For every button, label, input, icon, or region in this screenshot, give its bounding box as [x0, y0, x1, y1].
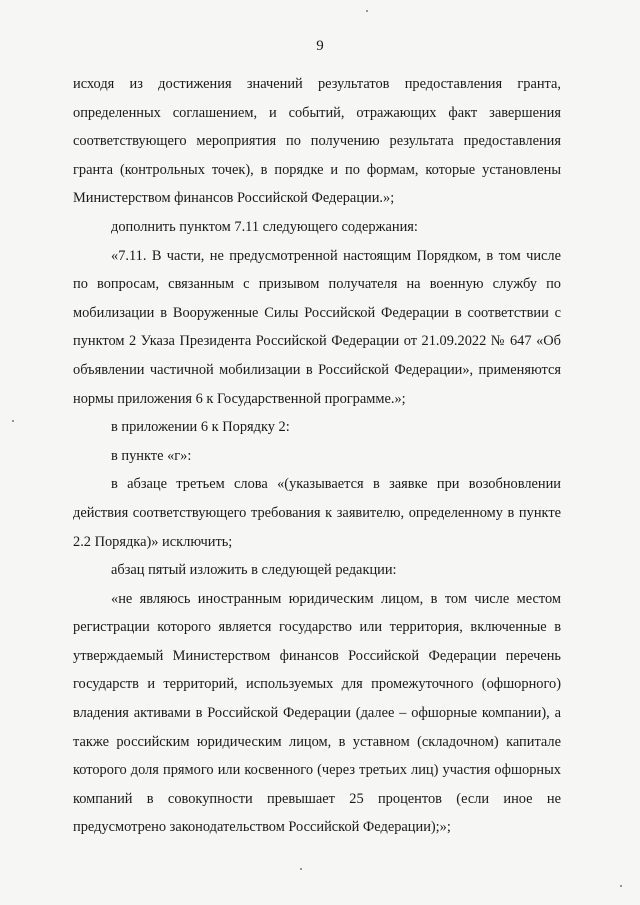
paragraph-offshore-text: «не являюсь иностранным юридическим лицом, в том числе местом регистрации которого является государство или территория, включенные в утверждаемый Министерством финансов Российской Федерации перечень государств и территорий, используемых для промежуточного (офшорного) владения активами в Российской Федерации (далее – офшорные компании), а также российским юридическим лицом, в уставном (складочном) капитале которого доля прямого или косвенного (через третьих лиц) участия офшорных компаний в совокупности превышает 25 процентов (если иное не предусмотрено законодательством Российской Федерации);»; [73, 590, 561, 836]
paragraph-continuation: исходя из достижения значений результатов предоставления гранта, определенных соглашением, и событий, отражающих факт завершения соответствующего мероприятия по получению результата предоставления гранта (контрольных точек), в порядке и по формам, которые установлены Министерством финансов Российской Федерации.»; [73, 76, 561, 207]
scan-speck [366, 10, 368, 12]
scan-speck [12, 420, 14, 422]
paragraph-third-indent: в абзаце третьем слова «(указывается в заявке при возобновлении действия соответствующего требования к заявителю, определенному в пункте 2.2 Порядка)» исключить; [73, 476, 561, 550]
scan-speck [620, 885, 622, 887]
paragraph-annex-6: в приложении 6 к Порядку 2: [111, 419, 290, 436]
page-number: 9 [316, 38, 324, 54]
paragraph-7-11-text: «7.11. В части, не предусмотренной настоящим Порядком, в том числе по вопросам, связанным с призывом получателя на военную службу по мобилизации в Вооруженные Силы Российской Федерации в соответствии с пунктом 2 Указа Президента Российской Федерации от 21.09.2022 № 647 «Об объявлении частичной мобилизации в Российской Федерации», применяются нормы приложения 6 к Государственной программе.»; [73, 247, 561, 407]
paragraph-add-7-11: дополнить пунктом 7.11 следующего содержания: [111, 218, 418, 235]
paragraph-fifth-indent-intro: абзац пятый изложить в следующей редакции: [111, 562, 397, 579]
document-body [73, 70, 561, 842]
paragraph-item-g: в пункте «г»: [111, 447, 192, 464]
scan-speck [300, 868, 302, 870]
